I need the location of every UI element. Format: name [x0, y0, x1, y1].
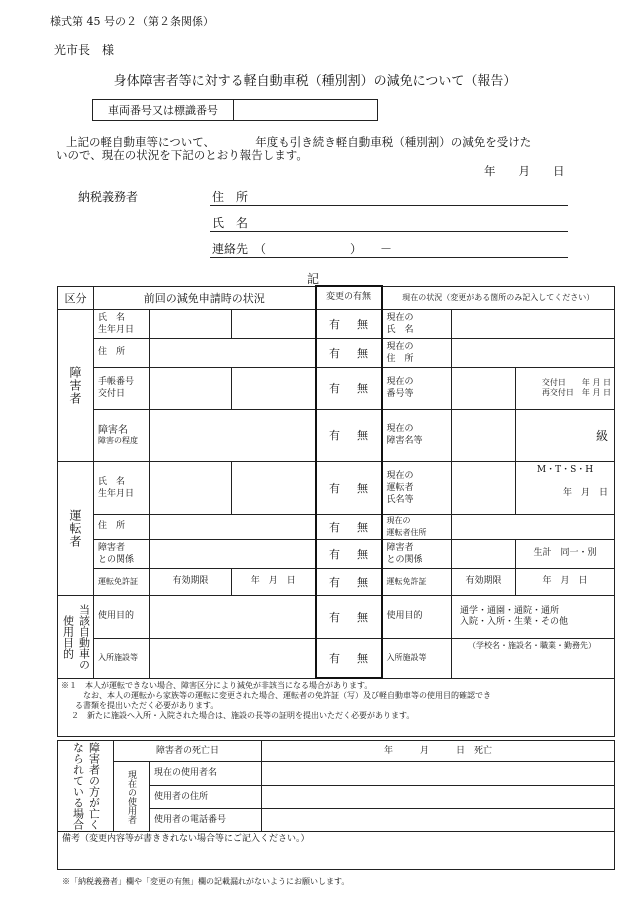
ki-label: 記 — [307, 272, 320, 286]
group-deceased: 障害者の方が亡くなられている場合 — [58, 741, 114, 832]
taxpayer-name-line[interactable] — [210, 231, 568, 232]
change-handbook[interactable]: 有 無 — [316, 367, 382, 409]
notes: ※１ 本人が運転できない場合、障害区分により減免が非該当になる場合があります。 なお、本人の運転から家族等の運転に変更された場合、運転者の免許証（写）及び軽自動車等の使用目的確認でき る書類を提出いただく必要があります。 ２ 新たに施設へ入所・入院された場合は、施設の長等の証明を提出いただく必要があります。 — [58, 678, 615, 736]
current-users-group: 現在の使用者 — [114, 762, 150, 832]
header-current: 現在の状況（変更がある箇所のみ記入してください） — [382, 286, 615, 309]
taxpayer-name-label: 氏 名 — [212, 216, 249, 230]
purpose-options[interactable]: 通学・通園・通院・通所 入院・入所・生業・その他 — [452, 595, 615, 638]
cur-driver-label: 現在の 運転者 氏名等 — [382, 461, 452, 514]
change-purpose[interactable]: 有 無 — [316, 595, 382, 638]
intro-line-2: いので、現在の状況を下記のとおり報告します。 — [56, 148, 308, 162]
vehicle-number-field[interactable] — [234, 100, 378, 121]
prev-handbook-label: 手帳番号 交付日 — [94, 367, 150, 409]
cur-name-field[interactable] — [452, 309, 615, 338]
cur-issue-dates[interactable]: 交付日 年 月 日 再交付日 年 月 日 — [516, 367, 615, 409]
prev-address-field[interactable] — [150, 338, 316, 367]
cur-grade-field[interactable] — [452, 409, 516, 461]
user-name-field[interactable] — [262, 762, 615, 786]
footer-note: ※「納税義務者」欄や「変更の有無」欄の記載漏れがないようにお願いします。 — [62, 877, 350, 886]
cur-address-field[interactable] — [452, 338, 615, 367]
prev-name-field[interactable] — [150, 309, 232, 338]
group-usage: 当該自動車の使用目的 — [58, 595, 94, 678]
cur-driver-birth[interactable]: M・T・S・H 年 月 日 — [516, 461, 615, 514]
cur-validity-date[interactable]: 年 月 日 — [516, 568, 615, 595]
page-title: 身体障害者等に対する軽自動車税（種別割）の減免について（報告） — [113, 74, 517, 89]
death-date-field[interactable]: 年 月 日 死亡 — [262, 741, 615, 762]
change-relation[interactable]: 有 無 — [316, 539, 382, 568]
prev-driver-name-label: 氏 名 生年月日 — [94, 461, 150, 514]
prev-disability-label: 障害名 障害の程度 — [94, 409, 150, 461]
cur-number-label: 現在の 番号等 — [382, 367, 452, 409]
cur-driver-address-label: 現在の 運転者住所 — [382, 514, 452, 539]
cur-driver-address[interactable] — [452, 514, 615, 539]
change-driver[interactable]: 有 無 — [316, 461, 382, 514]
cur-name-label: 現在の 氏 名 — [382, 309, 452, 338]
prev-birth-field[interactable] — [232, 309, 316, 338]
cur-facility-label: 入所施設等 — [382, 638, 452, 678]
prev-validity-label: 有効期限 — [150, 568, 232, 595]
header-change: 変更の有無 — [316, 286, 382, 309]
prev-purpose-field[interactable] — [150, 595, 316, 638]
header-previous: 前回の減免申請時の状況 — [94, 286, 316, 309]
group-driver: 運転者 — [58, 461, 94, 595]
change-address[interactable]: 有 無 — [316, 338, 382, 367]
cur-relation-field[interactable] — [452, 539, 516, 568]
vehicle-number-label: 車両番号又は標識番号 — [93, 100, 234, 121]
grade-unit: 級 — [516, 409, 615, 461]
prev-handbook-number[interactable] — [150, 367, 232, 409]
prev-driver-birth[interactable] — [232, 461, 316, 514]
taxpayer-address-label: 住 所 — [212, 190, 249, 204]
cur-driver-field[interactable] — [452, 461, 516, 514]
change-name-birth[interactable]: 有 無 — [316, 309, 382, 338]
prev-facility-field[interactable] — [150, 638, 316, 678]
prev-driver-address[interactable] — [150, 514, 316, 539]
report-date[interactable]: 年 月 日 — [484, 164, 565, 178]
user-name-label: 現在の使用者名 — [150, 762, 262, 786]
change-disability[interactable]: 有 無 — [316, 409, 382, 461]
prev-relation-field[interactable] — [150, 539, 316, 568]
cur-relation-label: 障害者 との関係 — [382, 539, 452, 568]
taxpayer-contact-line[interactable] — [210, 257, 568, 258]
prev-driver-address-label: 住 所 — [94, 514, 150, 539]
prev-name-birth-label: 氏 名 生年月日 — [94, 309, 150, 338]
prev-disability-field[interactable] — [150, 409, 316, 461]
intro-line-1: 上記の軽自動車等について、 年度も引き続き軽自動車税（種別割）の減免を受けた — [66, 135, 532, 149]
cur-validity-label: 有効期限 — [452, 568, 516, 595]
form-id: 様式第 45 号の２（第２条関係） — [50, 15, 214, 28]
cur-grade-label: 現在の 障害名等 — [382, 409, 452, 461]
prev-purpose-label: 使用目的 — [94, 595, 150, 638]
taxpayer-contact-label: 連絡先 （ ） － — [212, 242, 393, 256]
prev-facility-label: 入所施設等 — [94, 638, 150, 678]
user-address-field[interactable] — [262, 786, 615, 809]
taxpayer-label: 納税義務者 — [78, 190, 139, 204]
cur-purpose-label: 使用目的 — [382, 595, 452, 638]
deceased-table — [57, 740, 615, 870]
taxpayer-address-line[interactable] — [210, 205, 568, 206]
status-table — [57, 285, 615, 737]
prev-handbook-date[interactable] — [232, 367, 316, 409]
prev-license-label: 運転免許証 — [94, 568, 150, 595]
group-disabled: 障害者 — [58, 309, 94, 461]
cur-number-field[interactable] — [452, 367, 516, 409]
header-kubun: 区分 — [58, 286, 94, 309]
prev-driver-name[interactable] — [150, 461, 232, 514]
facility-note[interactable]: （学校名・施設名・職業・勤務先） — [452, 638, 615, 678]
prev-relation-label: 障害者 との関係 — [94, 539, 150, 568]
change-driver-address[interactable]: 有 無 — [316, 514, 382, 539]
remarks-box[interactable] — [58, 832, 615, 870]
cur-license-label: 運転免許証 — [382, 568, 452, 595]
cur-address-label: 現在の 住 所 — [382, 338, 452, 367]
death-date-label: 障害者の死亡日 — [114, 741, 262, 762]
user-address-label: 使用者の住所 — [150, 786, 262, 809]
remarks-label: 備考（変更内容等が書ききれない場合等にご記入ください。） — [62, 834, 310, 844]
change-license[interactable]: 有 無 — [316, 568, 382, 595]
user-phone-label: 使用者の電話番号 — [150, 809, 262, 832]
prev-address-label: 住 所 — [94, 338, 150, 367]
prev-validity-date[interactable]: 年 月 日 — [232, 568, 316, 595]
change-facility[interactable]: 有 無 — [316, 638, 382, 678]
user-phone-field[interactable] — [262, 809, 615, 832]
household-options[interactable]: 生計 同一・別 — [516, 539, 615, 568]
addressee: 光市長 様 — [54, 43, 115, 57]
vehicle-number-box — [92, 99, 378, 121]
